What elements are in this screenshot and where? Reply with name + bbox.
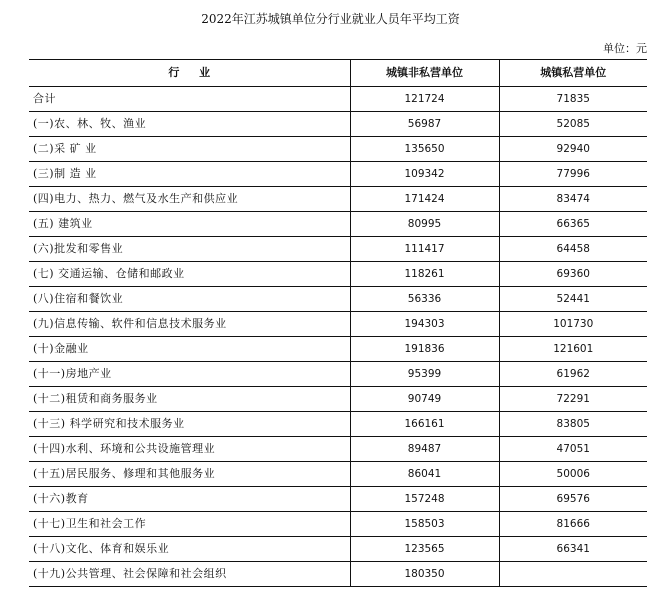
table-body (29, 87, 647, 587)
table-row (29, 287, 647, 312)
private-wage-cell: 81666 (499, 512, 647, 537)
unit-label: 单位：元 (603, 42, 647, 55)
industry-cell: (六)批发和零售业 (29, 237, 350, 262)
industry-cell: (十七)卫生和社会工作 (29, 512, 350, 537)
non-private-wage-cell: 166161 (350, 412, 499, 437)
industry-cell: 合计 (29, 87, 350, 112)
industry-cell: (十一)房地产业 (29, 362, 350, 387)
non-private-wage-cell: 123565 (350, 537, 499, 562)
industry-cell: (四)电力、热力、燃气及水生产和供应业 (29, 187, 350, 212)
non-private-wage-cell: 171424 (350, 187, 499, 212)
non-private-wage-cell: 135650 (350, 137, 499, 162)
private-wage-cell: 92940 (499, 137, 647, 162)
non-private-wage-cell: 109342 (350, 162, 499, 187)
table-row (29, 437, 647, 462)
industry-cell: (七) 交通运输、仓储和邮政业 (29, 262, 350, 287)
table-row (29, 312, 647, 337)
industry-cell: (五) 建筑业 (29, 212, 350, 237)
private-wage-cell: 52085 (499, 112, 647, 137)
non-private-wage-cell: 56336 (350, 287, 499, 312)
private-wage-cell: 50006 (499, 462, 647, 487)
table-header-row (29, 60, 647, 87)
non-private-wage-cell: 111417 (350, 237, 499, 262)
private-wage-cell: 83805 (499, 412, 647, 437)
private-wage-cell: 69360 (499, 262, 647, 287)
private-wage-cell: 64458 (499, 237, 647, 262)
table-row (29, 412, 647, 437)
industry-cell: (十八)文化、体育和娱乐业 (29, 537, 350, 562)
header-non-private: 城镇非私营单位 (350, 60, 499, 87)
industry-cell: (八)住宿和餐饮业 (29, 287, 350, 312)
industry-cell: (十五)居民服务、修理和其他服务业 (29, 462, 350, 487)
table-row (29, 462, 647, 487)
non-private-wage-cell: 80995 (350, 212, 499, 237)
table-row (29, 487, 647, 512)
table-row (29, 362, 647, 387)
page-title: 2022年江苏城镇单位分行业就业人员年平均工资 (201, 12, 460, 26)
industry-cell: (二)采 矿 业 (29, 137, 350, 162)
table-row (29, 137, 647, 162)
private-wage-cell: 69576 (499, 487, 647, 512)
private-wage-cell: 101730 (499, 312, 647, 337)
industry-cell: (十)金融业 (29, 337, 350, 362)
table-row (29, 562, 647, 587)
private-wage-cell: 71835 (499, 87, 647, 112)
table-row (29, 212, 647, 237)
non-private-wage-cell: 158503 (350, 512, 499, 537)
non-private-wage-cell: 194303 (350, 312, 499, 337)
industry-cell: (十二)租赁和商务服务业 (29, 387, 350, 412)
industry-cell: (十六)教育 (29, 487, 350, 512)
table-row (29, 87, 647, 112)
industry-cell: (三)制 造 业 (29, 162, 350, 187)
table-row (29, 337, 647, 362)
private-wage-cell (499, 562, 647, 587)
non-private-wage-cell: 118261 (350, 262, 499, 287)
table-row (29, 537, 647, 562)
table-row (29, 112, 647, 137)
non-private-wage-cell: 90749 (350, 387, 499, 412)
industry-cell: (十三) 科学研究和技术服务业 (29, 412, 350, 437)
non-private-wage-cell: 157248 (350, 487, 499, 512)
private-wage-cell: 83474 (499, 187, 647, 212)
table-row (29, 162, 647, 187)
table-row (29, 237, 647, 262)
industry-cell: (十九)公共管理、社会保障和社会组织 (29, 562, 350, 587)
industry-cell: (一)农、林、牧、渔业 (29, 112, 350, 137)
header-private: 城镇私营单位 (499, 60, 647, 87)
wage-table (29, 59, 647, 587)
private-wage-cell: 72291 (499, 387, 647, 412)
non-private-wage-cell: 180350 (350, 562, 499, 587)
private-wage-cell: 52441 (499, 287, 647, 312)
table-row (29, 387, 647, 412)
non-private-wage-cell: 121724 (350, 87, 499, 112)
industry-cell: (十四)水利、环境和公共设施管理业 (29, 437, 350, 462)
non-private-wage-cell: 56987 (350, 112, 499, 137)
table-row (29, 512, 647, 537)
non-private-wage-cell: 89487 (350, 437, 499, 462)
private-wage-cell: 61962 (499, 362, 647, 387)
private-wage-cell: 121601 (499, 337, 647, 362)
table-row (29, 262, 647, 287)
non-private-wage-cell: 95399 (350, 362, 499, 387)
private-wage-cell: 77996 (499, 162, 647, 187)
table-row (29, 187, 647, 212)
private-wage-cell: 47051 (499, 437, 647, 462)
private-wage-cell: 66365 (499, 212, 647, 237)
non-private-wage-cell: 86041 (350, 462, 499, 487)
header-industry: 行 业 (29, 60, 350, 87)
private-wage-cell: 66341 (499, 537, 647, 562)
industry-cell: (九)信息传输、软件和信息技术服务业 (29, 312, 350, 337)
non-private-wage-cell: 191836 (350, 337, 499, 362)
